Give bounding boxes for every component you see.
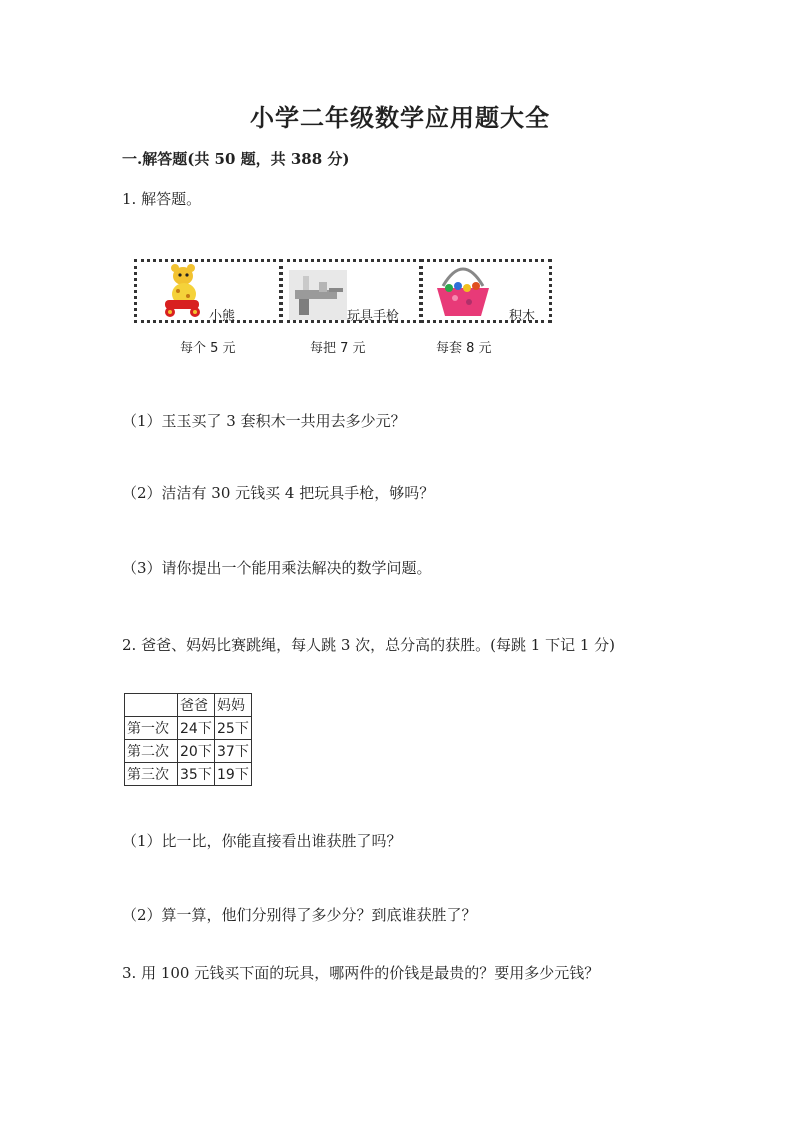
question-1-sub-2: （2）洁洁有 30 元钱买 4 把玩具手枪，够吗？ — [122, 484, 435, 502]
table-cell: 第一次 — [125, 717, 178, 740]
table-cell: 35下 — [178, 763, 215, 786]
table-cell: 37下 — [215, 740, 252, 763]
question-3-stem: 3. 用 100 元钱买下面的玩具，哪两件的价钱是最贵的？要用多少元钱？ — [122, 964, 600, 982]
table-header-mom: 妈妈 — [215, 694, 252, 717]
toy-gun-image — [289, 270, 347, 320]
toy-box-gun — [280, 259, 422, 323]
question-1-sub-1: （1）玉玉买了 3 套积木一共用去多少元？ — [122, 412, 406, 430]
question-1-stem: 1. 解答题。 — [122, 190, 202, 208]
question-2-stem: 2. 爸爸、妈妈比赛跳绳，每人跳 3 次，总分高的获胜。(每跳 1 下记 1 分) — [122, 636, 616, 654]
table-cell: 20下 — [178, 740, 215, 763]
toy-label-gun: 玩具手枪 — [347, 309, 400, 324]
table-row — [125, 717, 252, 740]
table-cell: 25下 — [215, 717, 252, 740]
toy-box-blocks — [420, 259, 552, 323]
toy-blocks-image — [431, 262, 495, 320]
question-2-sub-1: （1）比一比，你能直接看出谁获胜了吗？ — [122, 832, 402, 850]
table-cell: 第二次 — [125, 740, 178, 763]
question-1-sub-3: （3）请你提出一个能用乘法解决的数学问题。 — [122, 559, 432, 577]
section-heading: 一.解答题(共 50 题，共 388 分) — [122, 150, 350, 168]
table-row — [125, 694, 252, 717]
page-title: 小学二年级数学应用题大全 — [250, 103, 550, 132]
toy-box-bear — [134, 259, 282, 323]
toy-label-bear: 小熊 — [209, 309, 236, 324]
price-bear: 每个 5 元 — [180, 341, 236, 356]
table-header-dad: 爸爸 — [178, 694, 215, 717]
table-cell: 19下 — [215, 763, 252, 786]
table-row — [125, 763, 252, 786]
table-cell: 第三次 — [125, 763, 178, 786]
table-cell — [125, 694, 178, 717]
table-row — [125, 740, 252, 763]
price-gun: 每把 7 元 — [310, 341, 366, 356]
table-cell: 24下 — [178, 717, 215, 740]
question-2-sub-2: （2）算一算，他们分别得了多少分？到底谁获胜了？ — [122, 906, 477, 924]
toy-bear-image — [159, 262, 209, 320]
score-table — [124, 693, 252, 786]
price-blocks: 每套 8 元 — [436, 341, 492, 356]
toy-label-blocks: 积木 — [509, 309, 536, 324]
